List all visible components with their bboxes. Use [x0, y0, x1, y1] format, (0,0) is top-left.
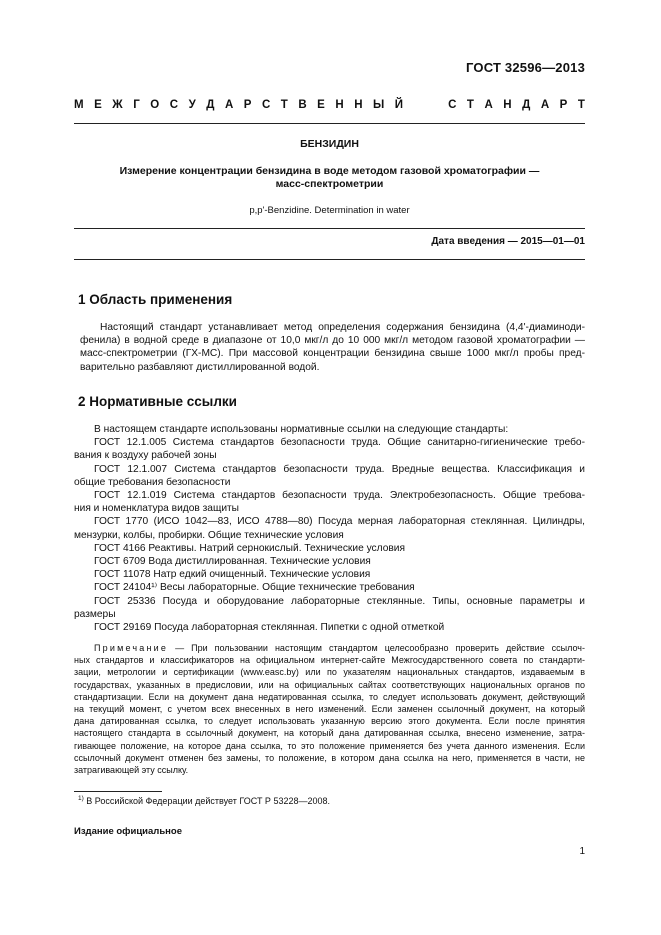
banner-letter: В: [298, 99, 307, 111]
reference-line: ГОСТ 24104¹⁾ Весы лабораторные. Общие технические требования: [94, 582, 415, 594]
reference-line: размеры: [74, 608, 116, 620]
banner-letter: Т: [280, 99, 288, 111]
note-line: ссылочный документ отменен без замены, то положение, в котором дана ссылка на него, применяется в части, не: [74, 752, 585, 763]
note-line: зации, метрологии и сертификации (www.easc.by) или по указателям национальных стандартов, издаваемым в: [74, 667, 585, 678]
note-line: настоящего стандарта в ссылочный документ, на который дана датированная ссылка, внесено изменение, затра-: [74, 728, 585, 739]
note-line: на текущий момент, с учетом всех внесенных в него изменений. Если заменен ссылочный документ, на который: [74, 704, 585, 715]
english-title: p,p'-Benzidine. Determination in water: [249, 205, 410, 216]
banner-letter: Р: [243, 99, 252, 111]
banner-letter: Т: [466, 99, 474, 111]
section-heading-references: 2 Нормативные ссылки: [78, 394, 237, 409]
reference-line: В настоящем стандарте использованы нормативные ссылки на следующие стандарты:: [94, 424, 509, 435]
reference-line: ГОСТ 1770 (ИСО 1042—83, ИСО 4788—80) Посуда мерная лабораторная стеклянная. Цилиндры,: [94, 516, 585, 528]
scope-line: масс-спектрометрии (ГХ-МС). При массовой концентрации бензидина свыше 1000 мкг/л пробы пред-: [80, 348, 585, 360]
reference-line: вания к воздуху рабочей зоны: [74, 450, 217, 462]
banner-letter: Н: [354, 99, 363, 111]
banner-letter: А: [540, 99, 550, 111]
banner-letter: А: [224, 99, 234, 111]
banner-letter: Р: [559, 99, 568, 111]
banner-letter: С: [261, 99, 271, 111]
footnote-text: В Российской Федерации действует ГОСТ Р 53228—2008.: [83, 796, 330, 806]
note-paragraph: [74, 642, 585, 776]
footnote-marker: 1): [78, 795, 84, 802]
banner-letter: Н: [335, 99, 344, 111]
document-subtitle: [74, 165, 585, 191]
reference-line: ГОСТ 29169 Посуда лабораторная стеклянная. Пипетки с одной отметкой: [94, 622, 445, 634]
banner-letter: С: [448, 99, 457, 111]
reference-line: ния и номенклатура видов защиты: [74, 503, 240, 515]
footnote: [78, 795, 330, 806]
title-rule: [74, 228, 585, 229]
scope-line: фенила) в водной среде в диапазоне от 10,0 мкг/л до 10 000 мкг/л методом газовой хроматографии —: [80, 335, 585, 347]
banner-letter: Д: [206, 99, 215, 111]
note-line: государствах, указанных в предисловии, или на официальных сайтах соответствующих национальных органов по: [74, 679, 585, 690]
reference-line: ГОСТ 6709 Вода дистиллированная. Технические условия: [94, 556, 371, 568]
date-rule: [74, 259, 585, 260]
banner-letter: Ы: [373, 99, 385, 111]
note-text: — При пользовании настоящим стандартом целесообразно проверить действие ссылоч-: [168, 643, 585, 653]
note-line: [74, 642, 585, 654]
note-label: Примечание: [94, 643, 169, 653]
banner-letter: Г: [133, 99, 140, 111]
banner-letter: С: [169, 99, 179, 111]
banner-gap: [414, 99, 438, 111]
banner-letter: А: [484, 99, 493, 111]
normative-references-list: [74, 423, 585, 634]
note-line: стандартизации. Если на документ дана недатированная ссылка, то следует использовать документ, действующий: [74, 691, 585, 702]
scope-paragraph: [74, 321, 585, 374]
reference-line: мензурки, колбы, пробирки. Общие технические условия: [74, 529, 344, 541]
reference-line: ГОСТ 12.1.007 Система стандартов безопасности труда. Вредные вещества. Классификация и: [94, 463, 585, 475]
note-line: дана датированная ссылка, то следует использовать указанную версию этого документа. Если после принятия: [74, 716, 585, 727]
note-line: затрагивающей эту ссылку.: [74, 765, 189, 776]
reference-line: ГОСТ 25336 Посуда и оборудование лабораторные стеклянные. Типы, основные параметры и: [94, 595, 585, 607]
note-line: ных стандартов и классификаторов на официальном интернет-сайте Межгосударственного совета по стандарти-: [74, 655, 585, 666]
banner-letter: Т: [577, 99, 585, 111]
subtitle-line: масс-спектрометрии: [275, 178, 384, 190]
banner-letter: Е: [94, 99, 102, 111]
footnote-rule: [74, 791, 162, 792]
banner-letter: М: [74, 99, 84, 111]
reference-line: ГОСТ 12.1.005 Система стандартов безопасности труда. Общие санитарно-гигиенические требо-: [94, 437, 585, 449]
banner-letter: Д: [522, 99, 531, 111]
subtitle-line: Измерение концентрации бензидина в воде методом газовой хроматографии —: [119, 165, 540, 177]
header-rule: [74, 123, 585, 124]
banner-letter: Н: [503, 99, 512, 111]
interstate-standard-banner: [74, 99, 585, 111]
page-number: 1: [579, 846, 585, 857]
scope-line: Настоящий стандарт устанавливает метод определения содержания бензидина (4,4'-диаминоди-: [100, 322, 585, 333]
reference-line: ГОСТ 11078 Натр едкий очищенный. Технические условия: [94, 569, 371, 581]
section-heading-scope: 1 Область применения: [78, 292, 233, 307]
scope-line: варительно разбавляют дистиллированной водой.: [80, 361, 320, 373]
official-edition-label: Издание официальное: [74, 826, 182, 837]
gost-number: ГОСТ 32596—2013: [466, 60, 585, 75]
document-title: БЕНЗИДИН: [300, 138, 359, 150]
introduction-date: Дата введения — 2015—01—01: [431, 236, 585, 247]
reference-line: ГОСТ 12.1.019 Система стандартов безопасности труда. Электробезопасность. Общие требова-: [94, 490, 585, 502]
note-line: гивающее положение, на которое дана ссылка, то это положение применяется без учета данного изменения. Если: [74, 740, 585, 751]
banner-letter: О: [150, 99, 160, 111]
reference-line: общие требования безопасности: [74, 476, 231, 488]
banner-letter: Е: [317, 99, 325, 111]
banner-letter: У: [188, 99, 196, 111]
reference-line: ГОСТ 4166 Реактивы. Натрий сернокислый. Технические условия: [94, 542, 405, 554]
banner-letter: Ж: [112, 99, 123, 111]
banner-letter: Й: [394, 99, 404, 111]
